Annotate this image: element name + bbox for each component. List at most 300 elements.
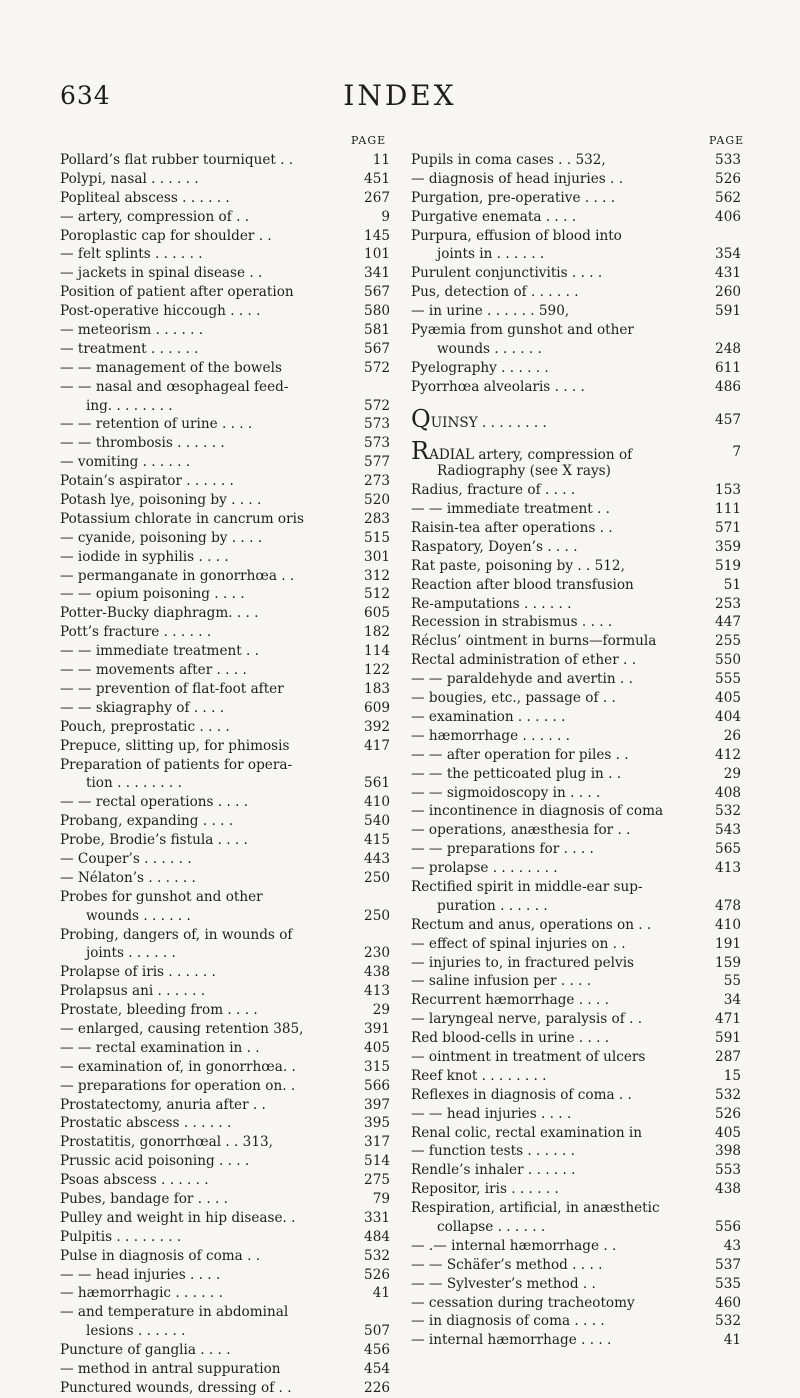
index-entry [411,1218,741,1237]
entry-text: Prostatectomy, anuria after . . [60,1096,266,1113]
entry-page: 275 [364,1172,390,1189]
index-entry [60,718,390,737]
entry-page: 341 [364,265,390,282]
entry-text: — — after operation for piles . . [411,746,629,763]
entry-text: Pyæmia from gunshot and other [411,322,634,339]
entry-text: — bougies, etc., passage of . . [411,690,616,707]
entry-page: 447 [715,614,741,631]
entry-text: Prostate, bleeding from . . . . [60,1002,258,1019]
entry-text: Popliteal abscess . . . . . . [60,189,230,206]
entry-text: — hæmorrhagic . . . . . . [60,1285,223,1302]
entry-page: 537 [715,1256,741,1273]
index-entry [411,916,741,935]
index-entry [411,1237,741,1256]
index-entry [60,793,390,812]
entry-text: Prostatic abscess . . . . . . [60,1115,232,1132]
index-entry [60,585,390,604]
entry-text: — — preparations for . . . . [411,841,594,858]
entry-text: — treatment . . . . . . [60,340,199,357]
entry-text: — examination of, in gonorrhœa. . [60,1058,296,1075]
entry-text: — jackets in spinal disease . . [60,265,263,282]
index-entry [411,538,741,557]
entry-text: — injuries to, in fractured pelvis [411,954,635,971]
entry-page: 451 [364,170,390,187]
index-entry [60,434,390,453]
index-entry [60,415,390,434]
index-entry [60,1171,390,1190]
index-entry [60,812,390,831]
entry-text: Prolapsus ani . . . . . . [60,983,206,1000]
index-entry [60,567,390,586]
index-entry [60,1020,390,1039]
entry-text: — ointment in treatment of ulcers [411,1048,646,1065]
entry-page: 153 [715,482,741,499]
entry-page: 566 [364,1077,390,1094]
entry-page: 395 [364,1115,390,1132]
entry-page: 519 [715,557,741,574]
entry-text: — — prevention of flat-foot after [60,680,284,697]
entry-page: 415 [364,832,390,849]
entry-page: 230 [364,945,390,962]
index-entry [411,746,741,765]
entry-page: 540 [364,813,390,830]
entry-page: 512 [364,586,390,603]
entry-page: 553 [715,1162,741,1179]
entry-page: 398 [715,1143,741,1160]
index-entry [411,954,741,973]
entry-page: 438 [715,1181,741,1198]
index-entry [411,264,741,283]
entry-text: — artery, compression of . . [60,208,250,225]
index-entry [411,935,741,954]
page-number: 634 [60,81,111,110]
entry-text: Prostatitis, gonorrhœal . . 313, [60,1134,273,1151]
index-entry [411,302,741,321]
index-entry [411,1010,741,1029]
entry-page: 454 [364,1361,390,1377]
entry-text: — operations, anæsthesia for . . [411,822,631,839]
index-entry [60,926,390,945]
entry-page: 191 [715,935,741,952]
index-entry [60,321,390,340]
entry-page: 260 [715,284,741,301]
entry-text: Preparation of patients for opera- [60,756,293,773]
entry-page: 405 [364,1039,390,1056]
entry-text: Post-operative hiccough . . . . [60,303,261,320]
index-entry [411,595,741,614]
entry-page: 417 [364,737,390,754]
entry-text: — — immediate treatment . . [60,643,259,660]
entry-page: 11 [372,152,390,168]
entry-page: 182 [364,624,390,641]
entry-page: 392 [364,718,390,735]
entry-text: Probe, Brodie’s fistula . . . . [60,832,248,849]
entry-text: Punctured wounds, dressing of . . [60,1379,292,1396]
index-entry [60,510,390,529]
entry-text: — enlarged, causing retention 385, [60,1020,304,1037]
entry-page: 573 [364,416,390,433]
entry-page: 226 [364,1379,390,1396]
entry-page: 410 [715,916,741,933]
index-entry [411,821,741,840]
entry-page: 9 [381,208,390,225]
entry-page: 406 [715,208,741,225]
entry-text-rest: ADIAL artery, compression of [429,447,633,464]
entry-text: Pus, detection of . . . . . . [411,284,579,301]
entry-page: 520 [364,492,390,509]
entry-text: Prepuce, slitting up, for phimosis [60,737,290,754]
index-entry [411,1048,741,1067]
entry-text: — prolapse . . . . . . . . [411,860,558,877]
entry-page: 535 [715,1275,741,1292]
entry-text: puration . . . . . . [437,897,548,914]
entry-text: Raisin-tea after operations . . [411,520,613,537]
entry-text: lesions . . . . . . [86,1323,186,1340]
page-title: INDEX [343,79,457,112]
index-entry [411,613,741,632]
entry-text: Raspatory, Doyen’s . . . . [411,538,578,555]
index-entry [411,727,741,746]
entry-page: 250 [364,907,390,924]
entry-page: 543 [715,822,741,839]
entry-text: collapse . . . . . . [437,1218,546,1235]
drop-letter: R [411,437,430,466]
entry-page: 484 [364,1228,390,1245]
index-entry [60,888,390,907]
index-entry [411,481,741,500]
entry-text: Pyelography . . . . . . [411,359,549,376]
entry-text: Potassium chlorate in cancrum oris [60,510,304,527]
entry-page: 312 [364,567,390,584]
index-entry [60,529,390,548]
entry-page: 26 [723,727,741,744]
entry-text: — effect of spinal injuries on . . [411,935,626,952]
index-entry [60,944,390,963]
entry-page: 577 [364,454,390,471]
entry-page: 565 [715,841,741,858]
entry-page: 317 [364,1134,390,1151]
index-entry [60,1341,390,1360]
index-entry [60,1114,390,1133]
entry-text: Probing, dangers of, in wounds of [60,926,293,943]
entry-page: 438 [364,964,390,981]
entry-page: 397 [364,1096,390,1113]
index-entry [60,1209,390,1228]
entry-text: Rectified spirit in middle-ear sup- [411,878,643,895]
entry-page: 526 [364,1266,390,1283]
entry-page: 255 [715,633,741,650]
index-entry [411,340,741,359]
index-entry [411,1067,741,1086]
index-entry [411,557,741,576]
entry-text: Recession in strabismus . . . . [411,614,613,631]
index-entry [60,982,390,1001]
entry-page: 122 [364,662,390,679]
index-entry [60,1266,390,1285]
index-entry [411,1086,741,1105]
index-entry [60,491,390,510]
entry-page: 550 [715,652,741,669]
entry-text: — — Sylvester’s method . . [411,1275,596,1292]
entry-text: — — movements after . . . . [60,662,247,679]
entry-page: 41 [723,1332,741,1349]
index-entry [411,378,741,397]
index-entry [411,151,741,170]
entry-text: Polypi, nasal . . . . . . [60,170,199,187]
index-entry [411,208,741,227]
entry-page: 471 [715,1011,741,1028]
index-entry [411,462,741,481]
entry-text: — method in antral suppuration [60,1361,281,1377]
entry-text: — — opium poisoning . . . . [60,586,245,603]
entry-page: 571 [715,520,741,537]
entry-page: 79 [372,1190,390,1207]
entry-text: joints in . . . . . . [437,246,545,263]
index-entry [411,404,741,433]
entry-page: 114 [364,643,390,660]
entry-text: Puncture of ganglia . . . . [60,1342,231,1359]
entry-text: — .— internal hæmorrhage . . [411,1237,617,1254]
entry-page: 404 [715,708,741,725]
entry-page: 29 [723,765,741,782]
index-entry [60,548,390,567]
entry-page: 413 [364,983,390,1000]
entry-page: 532 [715,1313,741,1330]
index-entry [411,1029,741,1048]
entry-text: Repositor, iris . . . . . . [411,1181,559,1198]
entry-page: 609 [364,699,390,716]
index-entry [60,756,390,775]
index-entry [411,670,741,689]
entry-page: 562 [715,189,741,206]
index-entry [60,623,390,642]
entry-page: 250 [364,869,390,886]
entry-page: 159 [715,954,741,971]
entry-page: 331 [364,1209,390,1226]
entry-page: 359 [715,538,741,555]
entry-text: Purgation, pre-operative . . . . [411,189,616,206]
index-entry [411,519,741,538]
left-page-col-label: PAGE [351,134,387,147]
index-entry [60,340,390,359]
entry-text: — — sigmoidoscopy in . . . . [411,784,601,801]
page-header [60,72,740,112]
index-entry [60,283,390,302]
entry-page: 533 [715,152,741,168]
index-entry [60,1096,390,1115]
index-entry [411,1275,741,1294]
index-entry [60,302,390,321]
index-entry [60,869,390,888]
entry-text: wounds . . . . . . [437,340,542,357]
entry-page: 431 [715,265,741,282]
entry-text: Radius, fracture of . . . . [411,482,576,499]
index-entry [411,1142,741,1161]
index-entry [411,1180,741,1199]
entry-page: 315 [364,1058,390,1075]
entry-text: — meteorism . . . . . . [60,322,204,339]
entry-page: 567 [364,284,390,301]
entry-text: — iodide in syphilis . . . . [60,548,229,565]
index-entry [411,897,741,916]
index-entry [60,1303,390,1322]
index-entry [60,907,390,926]
entry-page: 41 [372,1285,390,1302]
entry-text: — felt splints . . . . . . [60,246,203,263]
entry-page: 248 [715,340,741,357]
entry-text: Purgative enemata . . . . [411,208,577,225]
entry-text: ing. . . . . . . . [86,397,173,414]
entry-page: 591 [715,303,741,320]
index-entry [411,189,741,208]
entry-text: — examination . . . . . . [411,708,566,725]
entry-page: 408 [715,784,741,801]
index-entry [60,359,390,378]
entry-page: 183 [364,680,390,697]
index-entry [411,878,741,897]
entry-text: Rectum and anus, operations on . . [411,916,652,933]
index-entry [60,1322,390,1341]
entry-page: 605 [364,605,390,622]
entry-page: 443 [364,850,390,867]
entry-text: Purpura, effusion of blood into [411,227,622,244]
index-entry [60,453,390,472]
index-entry [60,850,390,869]
entry-page: 526 [715,1105,741,1122]
entry-page: 405 [715,690,741,707]
index-column-right [411,151,741,1350]
index-entry [60,378,390,397]
index-entry [411,840,741,859]
index-entry [60,737,390,756]
entry-page: 532 [715,1086,741,1103]
entry-text: — preparations for operation on. . [60,1077,296,1094]
index-entry [60,1190,390,1209]
entry-text: Re-amputations . . . . . . [411,595,572,612]
entry-text: — — skiagraphy of . . . . [60,699,225,716]
entry-text: tion . . . . . . . . [86,775,182,792]
entry-text: — and temperature in abdominal [60,1304,289,1321]
entry-text: Potash lye, poisoning by . . . . [60,492,262,509]
index-entry [411,1105,741,1124]
entry-text: Purulent conjunctivitis . . . . [411,265,603,282]
entry-text: Recurrent hæmorrhage . . . . [411,992,610,1009]
index-entry [60,1379,390,1398]
entry-page: 391 [364,1020,390,1037]
index-entry [60,680,390,699]
entry-page: 515 [364,529,390,546]
index-entry [60,1360,390,1379]
entry-page: 611 [715,359,741,376]
entry-text: — diagnosis of head injuries . . [411,170,624,187]
entry-text: Radiography (see X rays) [437,463,611,480]
entry-page: 101 [364,246,390,263]
entry-text: — incontinence in diagnosis of coma [411,803,664,820]
entry-text: Reflexes in diagnosis of coma . . [411,1086,632,1103]
entry-text: — cyanide, poisoning by . . . . [60,529,263,546]
entry-text: — in urine . . . . . . 590, [411,303,570,320]
index-entry [60,1133,390,1152]
entry-text: Position of patient after operation [60,284,294,301]
index-entry [60,1247,390,1266]
index-entry [411,859,741,878]
entry-page: 267 [364,189,390,206]
entry-page: 283 [364,510,390,527]
entry-page: 572 [364,397,390,414]
entry-page: 561 [364,775,390,792]
entry-page: 572 [364,359,390,376]
entry-text: wounds . . . . . . [86,907,191,924]
entry-text: — saline infusion per . . . . [411,973,592,990]
index-entry [411,651,741,670]
entry-text: — — nasal and œsophageal feed- [60,378,289,395]
entry-text: — internal hæmorrhage . . . . [411,1332,612,1349]
entry-text: — — immediate treatment . . [411,501,610,518]
entry-page: 580 [364,303,390,320]
index-entry [411,784,741,803]
entry-page: 567 [364,340,390,357]
entry-page: 301 [364,548,390,565]
entry-text: — — management of the bowels [60,359,282,376]
index-entry [60,1152,390,1171]
index-entry [60,604,390,623]
entry-page: 478 [715,897,741,914]
entry-text: Pulpitis . . . . . . . . [60,1228,182,1245]
entry-text: — vomiting . . . . . . [60,454,191,471]
entry-page: 273 [364,473,390,490]
index-entry [411,283,741,302]
index-entry [60,1077,390,1096]
index-entry [60,661,390,680]
entry-page: 253 [715,595,741,612]
index-entry [60,245,390,264]
entry-text: Pulse in diagnosis of coma . . [60,1247,261,1264]
entry-page: 15 [723,1067,741,1084]
right-page-col-label: PAGE [709,134,745,147]
entry-text: — — paraldehyde and avertin . . [411,671,633,688]
index-entry [411,576,741,595]
index-entry [60,472,390,491]
index-entry [60,227,390,246]
index-entry [60,397,390,416]
entry-text: Red blood-cells in urine . . . . [411,1030,610,1047]
index-entry [411,1331,741,1350]
entry-text: — — thrombosis . . . . . . [60,435,225,452]
entry-text: Probes for gunshot and other [60,888,263,905]
entry-text: — cessation during tracheotomy [411,1294,635,1311]
entry-text: — — rectal examination in . . [60,1039,260,1056]
entry-page: 413 [715,860,741,877]
index-entry [411,1124,741,1143]
entry-page: 7 [732,444,741,461]
index-entry [60,699,390,718]
entry-page: 526 [715,170,741,187]
index-entry [411,765,741,784]
entry-page: 556 [715,1218,741,1235]
index-entry [60,1228,390,1247]
entry-text: Pott’s fracture . . . . . . [60,624,212,641]
index-entry [60,170,390,189]
entry-text: — laryngeal nerve, paralysis of . . [411,1011,643,1028]
index-entry [411,437,741,466]
entry-page: 486 [715,378,741,395]
index-entry [411,227,741,246]
entry-text: Prolapse of iris . . . . . . [60,964,216,981]
entry-text: joints . . . . . . [86,945,176,962]
entry-page: 532 [715,803,741,820]
index-entry [411,1199,741,1218]
index-entry [411,632,741,651]
